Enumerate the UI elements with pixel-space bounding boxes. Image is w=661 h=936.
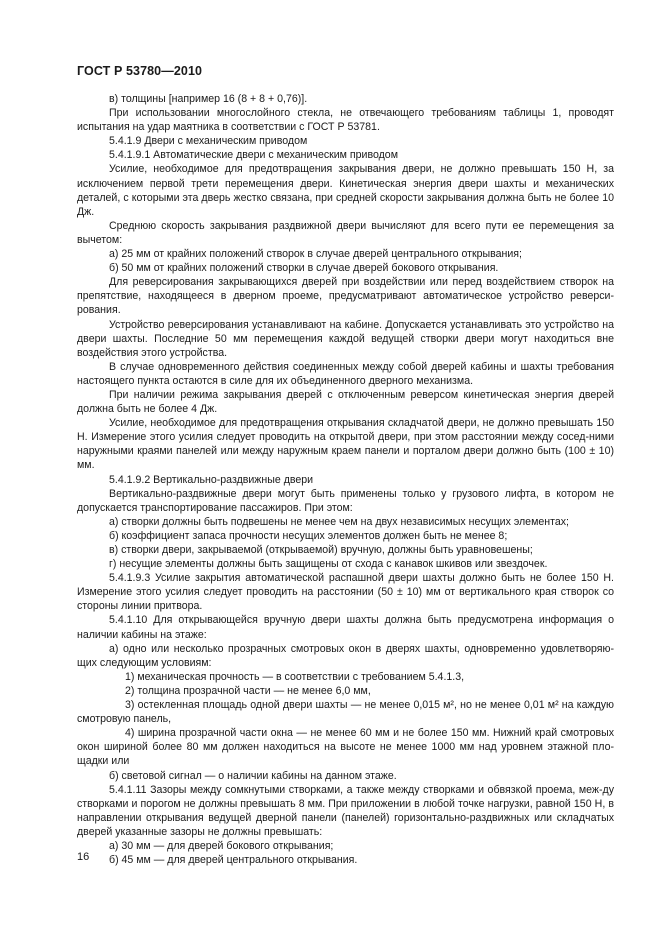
paragraph: Усилие, необходимое для предотвращения открывания складчатой двери, не должно превышать 150 Н. Измерение этого усилия следует проводить на открытой двери, при этом расстоянии между сосед-ними наружными краями панелей или между наружным краем панели и порталом двери должно быть (100 ± 10) мм.: [77, 417, 614, 472]
paragraph: а) одно или несколько прозрачных смотровых окон в дверях шахты, одновременно удовлетворяю-щих следующим условиям:: [77, 642, 614, 669]
page-number: 16: [77, 851, 90, 863]
paragraph: б) коэффициент запаса прочности несущих элементов должен быть не менее 8;: [109, 529, 508, 542]
paragraph: в) толщины [например 16 (8 + 8 + 0,76)].: [109, 93, 308, 105]
paragraph: В случае одновременного действия соединенных между собой дверей кабины и шахты требования настоящего пункта остаются в силе для их объединенного дверного механизма.: [77, 360, 614, 387]
paragraph: 5.4.1.9.2 Вертикально-раздвижные двери: [109, 473, 314, 486]
paragraph: 5.4.1.10 Для открывающейся вручную двери шахты должна быть предусмотрена информация о наличии кабины на этаже:: [77, 614, 614, 641]
paragraph: б) световой сигнал — о наличии кабины на данном этаже.: [109, 769, 397, 782]
document-header: ГОСТ Р 53780—2010: [77, 64, 203, 78]
paragraph: 5.4.1.9.3 Усилие закрытия автоматической распашной двери шахты должно быть не более 150 Н. Измерение этого усилия следует проводить на расстоянии (50 ± 10) мм от вертикального края створок со стороны линии притвора.: [77, 572, 614, 613]
paragraph: 4) ширина прозрачной части окна — не менее 60 мм и не более 150 мм. Нижний край смотровых окон шириной более 80 мм должен находиться на высоте не менее 1000 мм над уровнем этажной пло-щадки или: [77, 727, 614, 768]
paragraph: При использовании многослойного стекла, не отвечающего требованиям таблицы 1, проводят испытания на удар маятника в соответствии с ГОСТ Р 53781.: [77, 107, 614, 134]
paragraph: а) 30 мм — для дверей бокового открывания;: [109, 839, 334, 852]
paragraph: 2) толщина прозрачной части — не менее 6,0 мм,: [125, 684, 371, 697]
paragraph: г) несущие элементы должны быть защищены от схода с канавок шкивов или звездочек.: [109, 558, 548, 571]
paragraph: 3) остекленная площадь одной двери шахты — не менее 0,015 м², но не менее 0,01 м² на каждую смотровую панель,: [77, 699, 614, 726]
paragraph: 5.4.1.11 Зазоры между сомкнутыми створками, а также между створками и обвязкой проема, меж-ду створками и порогом не должны превышать 8 мм. При приложении в любой точке нагрузки, равной 150 Н, в направлении открывания ведущей дверной панели (панелей) горизонтально-раздвижных или складчатых дверей указанные зазоры не должны превышать:: [77, 783, 614, 838]
paragraph: Вертикально-раздвижные двери могут быть применены только у грузового лифта, в котором не допускается транспортирование пассажиров. При этом:: [77, 487, 614, 514]
paragraph: 1) механическая прочность — в соответствии с требованием 5.4.1.3,: [125, 670, 465, 683]
paragraph: б) 45 мм — для дверей центрального открывания.: [109, 854, 358, 867]
document-body: [77, 92, 614, 867]
paragraph: Усилие, необходимое для предотвращения закрывания двери, не должно превышать 150 Н, за исключением первой трети перемещения двери. Кинетическая энергия двери шахты и механических деталей, с которыми эта дверь жестко связана, при средней скорости закрывания должна быть не более 10 Дж.: [77, 163, 614, 218]
paragraph: а) створки должны быть подвешены не менее чем на двух независимых несущих элементах;: [109, 515, 569, 528]
paragraph: Устройство реверсирования устанавливают на кабине. Допускается устанавливать это устройство на двери шахты. Последние 50 мм перемещения каждой ведущей створки двери могут находиться вне воздействия этого устройства.: [77, 318, 614, 359]
paragraph: в) створки двери, закрываемой (открываемой) вручную, должны быть уравновешены;: [109, 544, 533, 556]
paragraph: а) 25 мм от крайних положений створок в случае дверей центрального открывания;: [109, 248, 522, 261]
paragraph: 5.4.1.9 Двери с механическим приводом: [109, 135, 308, 148]
paragraph: Среднюю скорость закрывания раздвижной двери вычисляют для всего пути ее перемещения за вычетом:: [77, 219, 614, 246]
paragraph: 5.4.1.9.1 Автоматические двери с механическим приводом: [109, 149, 398, 162]
paragraph: б) 50 мм от крайних положений створки в случае дверей бокового открывания.: [109, 262, 499, 275]
paragraph: Для реверсирования закрывающихся дверей при воздействии или перед воздействием створок на препятствие, находящееся в дверном проеме, предусматривают автоматическое устройство реверси-рования.: [77, 276, 614, 317]
paragraph: При наличии режима закрывания дверей с отключенным реверсом кинетическая энергия дверей должна быть не более 4 Дж.: [77, 388, 614, 416]
